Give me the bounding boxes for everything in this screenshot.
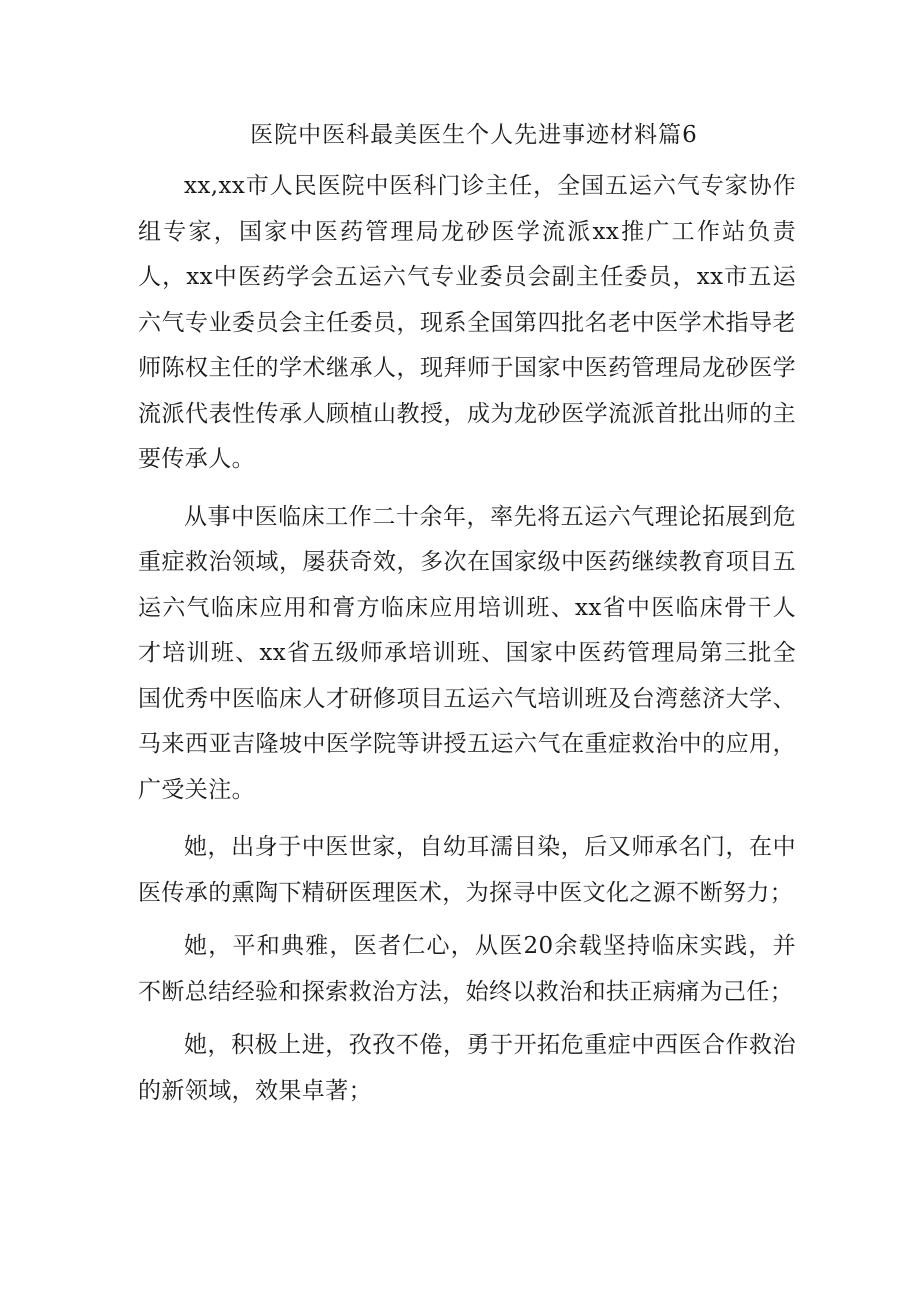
paragraph-innovation: 她，积极上进，孜孜不倦，勇于开拓危重症中西医合作救治的新领域，效果卓著； [138,1032,796,1104]
paragraph-clinical-work: 从事中医临床工作二十余年，率先将五运六气理论拓展到危重症救治领域，屡获奇效，多次在国家级中医药继续教育项目五运六气临床应用和膏方临床应用培训班、xx省中医临床骨干人才培训班、xx省五级师承培训班、国家中医药管理局第三批全国优秀中医临床人才研修项目五运六气培训班及台湾慈济大学、马来西亚吉隆坡中医学院等讲授五运六气在重症救治中的应用，广受关注。 [138,503,796,803]
paragraph-family-background: 她，出身于中医世家，自幼耳濡目染，后又师承名门，在中医传承的熏陶下精研医理医术，为探寻中医文化之源不断努力； [138,834,796,906]
document-title: 医院中医科最美医生个人先进事迹材料篇6 [250,122,698,148]
paragraph-medical-ethics: 她，平和典雅，医者仁心，从医20余载坚持临床实践，并不断总结经验和探索救治方法，始终以救治和扶正病痛为己任； [138,933,796,1005]
paragraph-intro: xx,xx市人民医院中医科门诊主任，全国五运六气专家协作组专家，国家中医药管理局龙砂医学流派xx推广工作站负责人，xx中医药学会五运六气专业委员会副主任委员，xx市五运六气专业委员会主任委员，现系全国第四批名老中医学术指导老师陈权主任的学术继承人，现拜师于国家中医药管理局龙砂医学流派代表性传承人顾植山教授，成为龙砂医学流派首批出师的主要传承人。 [138,173,796,472]
